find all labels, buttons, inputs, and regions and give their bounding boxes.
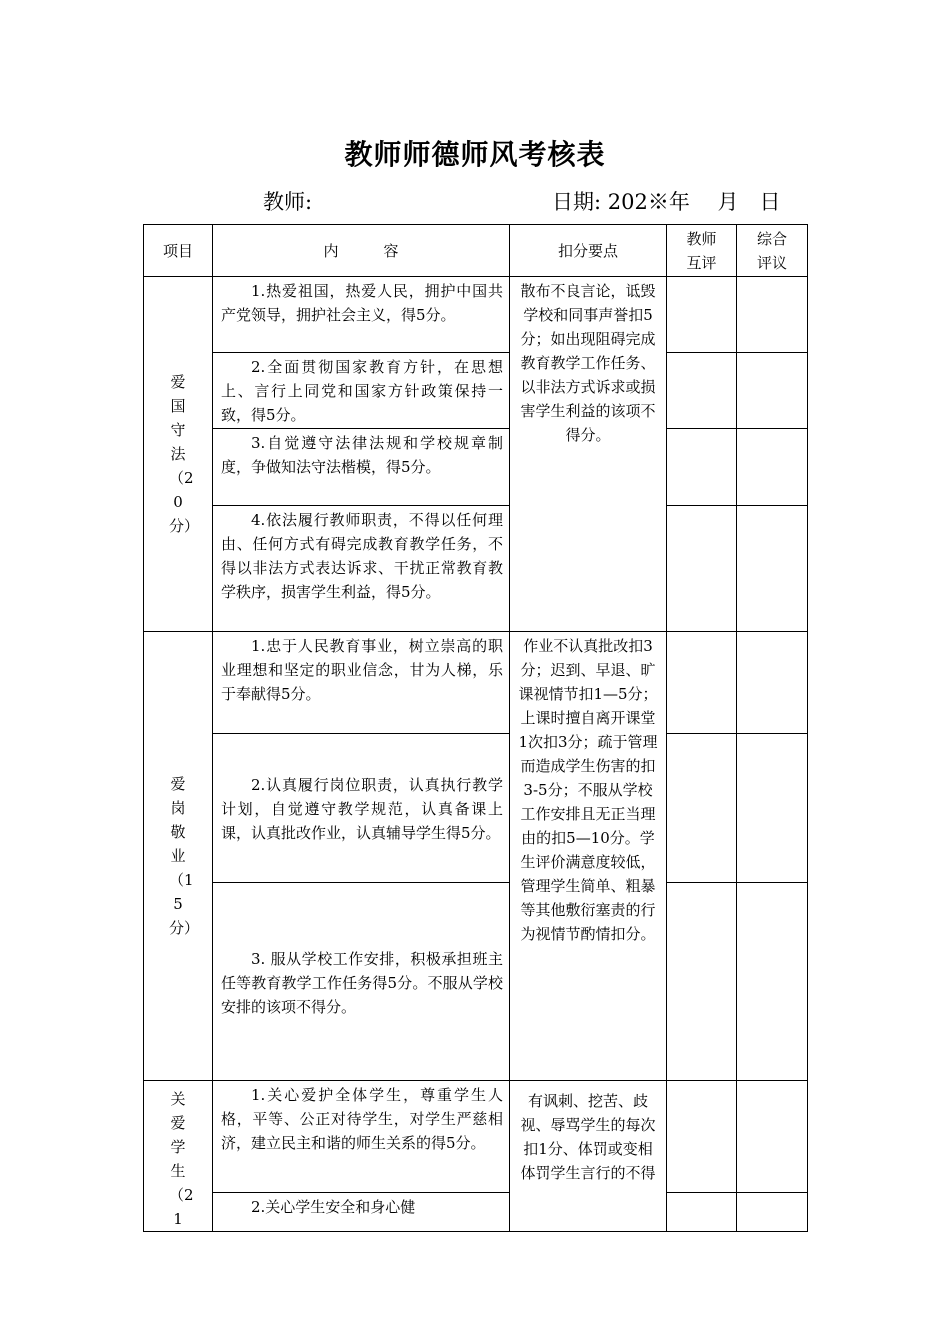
peer-review-cell[interactable] [667,1081,737,1193]
content-cell: 1.热爱祖国，热爱人民，拥护中国共产党领导，拥护社会主义，得5分。 [213,277,510,353]
content-cell: 2.全面贯彻国家教育方针，在思想上、言行上同党和国家方针政策保持一致，得5分。 [213,353,510,429]
content-cell: 1.忠于人民教育事业，树立崇高的职业理想和坚定的职业信念，甘为人梯，乐于奉献得5分。 [213,632,510,734]
header-content: 内 容 [213,225,510,277]
header-row [144,225,808,277]
category-cell [144,277,213,632]
table-row [144,883,808,1081]
content-cell: 4.依法履行教师职责，不得以任何理由、任何方式有碍完成教育教学任务，不得以非法方式表达诉求、干扰正常教育教学秩序，损害学生利益，得5分。 [213,506,510,632]
peer-review-cell[interactable] [667,277,737,353]
table-row [144,734,808,883]
overall-cell[interactable] [737,429,808,506]
assessment-table [143,224,808,1232]
header-overall [737,225,808,277]
header-overall-label: 综合评议 [756,229,787,272]
content-cell: 2.认真履行岗位职责，认真执行教学计划，自觉遵守教学规范，认真备课上课，认真批改作业，认真辅导学生得5分。 [213,734,510,883]
peer-review-cell[interactable] [667,883,737,1081]
teacher-label: 教师: [263,190,313,214]
content-cell: 2.关心学生安全和身心健 [213,1192,510,1231]
deduction-cell: 作业不认真批改扣3分；迟到、早退、旷课视情节扣1—5分；上课时擅自离开课堂1次扣3分；疏于管理而造成学生伤害的扣3-5分；不服从学校工作安排且无正当理由的扣5—10分。学生评价满意度较低，管理学生简单、粗暴等其他敷衍塞责的行为视情节酌情扣分。 [510,632,667,1081]
peer-review-cell[interactable] [667,506,737,632]
content-cell: 3.自觉遵守法律法规和学校规章制度，争做知法守法楷模，得5分。 [213,429,510,506]
category-label: 爱国守法（20分） [169,373,200,535]
table-row [144,632,808,734]
overall-cell[interactable] [737,1081,808,1193]
header-deduction: 扣分要点 [510,225,667,277]
overall-cell[interactable] [737,632,808,734]
peer-review-cell[interactable] [667,429,737,506]
content-cell: 1.关心爱护全体学生，尊重学生人格，平等、公正对待学生，对学生严慈相济，建立民主和谐的师生关系的得5分。 [213,1081,510,1193]
category-label: 关爱学生（21 [169,1090,194,1228]
page-title: 教师师德师风考核表 [344,138,606,171]
category-cell [144,1081,213,1232]
date-label: 日期: 202※年 月 日 [552,190,781,214]
category-cell [144,632,213,1081]
peer-review-cell[interactable] [667,1192,737,1231]
overall-cell[interactable] [737,1192,808,1231]
table-row [144,353,808,429]
category-label: 爱岗敬业（15分） [169,775,200,937]
overall-cell[interactable] [737,277,808,353]
table-row [144,277,808,353]
deduction-cell: 有讽刺、挖苦、歧视、辱骂学生的每次扣1分、体罚或变相体罚学生言行的不得 [510,1081,667,1232]
deduction-cell: 散布不良言论，诋毁学校和同事声誉扣5分；如出现阻碍完成教育教学工作任务、以非法方式诉求或损害学生利益的该项不得分。 [510,277,667,632]
header-item: 项目 [144,225,213,277]
table-row [144,429,808,506]
overall-cell[interactable] [737,506,808,632]
overall-cell[interactable] [737,883,808,1081]
overall-cell[interactable] [737,353,808,429]
table-row [144,1192,808,1231]
peer-review-cell[interactable] [667,353,737,429]
overall-cell[interactable] [737,734,808,883]
table-row [144,506,808,632]
header-peer-review-label: 教师互评 [686,229,717,272]
peer-review-cell[interactable] [667,632,737,734]
content-cell: 3. 服从学校工作安排，积极承担班主任等教育教学工作任务得5分。不服从学校安排的该项不得分。 [213,883,510,1081]
peer-review-cell[interactable] [667,734,737,883]
table-row [144,1081,808,1193]
header-peer-review [667,225,737,277]
